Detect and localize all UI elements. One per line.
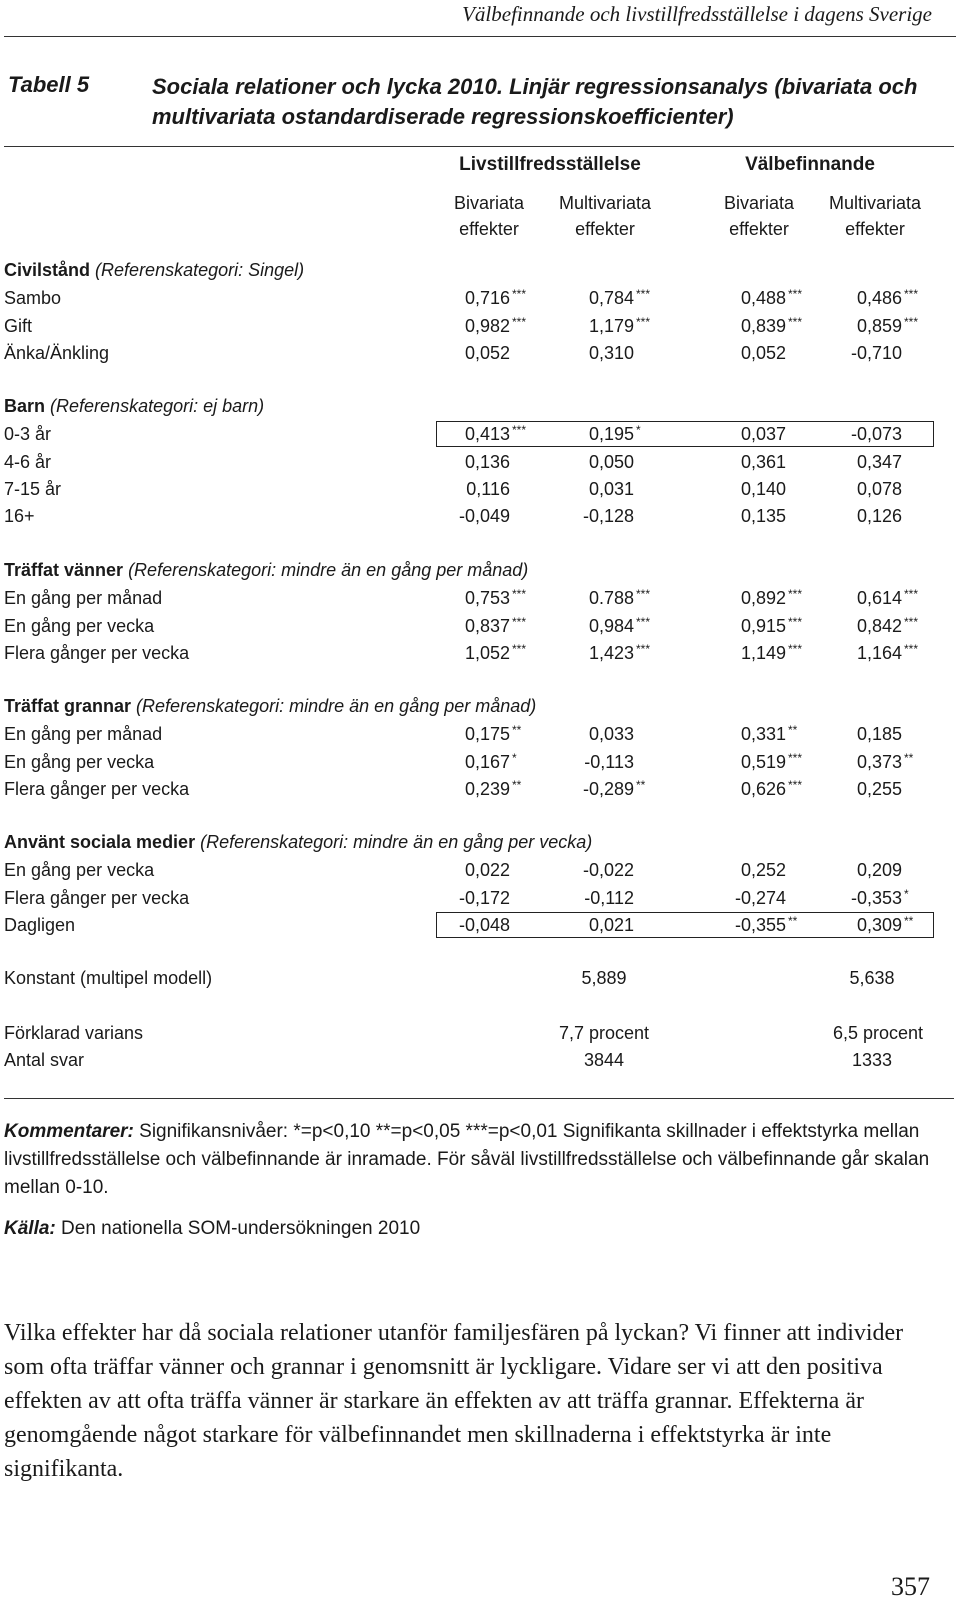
table-comment (4, 1118, 934, 1202)
cell-value: -0,353 (850, 887, 902, 908)
cell-value: 0,078 (856, 478, 902, 499)
significance-stars: *** (788, 614, 803, 629)
comment-label: Kommentarer: (4, 1121, 134, 1142)
significance-stars: ** (904, 750, 914, 765)
variance-value-wellbeing: 6,5 procent (832, 1023, 924, 1043)
table-row (0, 860, 960, 888)
row-label: En gång per vecka (4, 860, 155, 881)
cell-value: 0,195 (588, 424, 634, 445)
subheader-multivariate-wellbeing (800, 190, 950, 242)
section-reference: (Referenskategori: ej barn) (50, 396, 265, 416)
significance-stars: *** (788, 287, 803, 302)
cell-value: 0,116 (466, 478, 510, 499)
subheader-multivariate-life (530, 190, 680, 242)
row-label: Flera gånger per vecka (4, 642, 190, 663)
table-source (4, 1215, 934, 1243)
cell-value: 0,614 (856, 588, 902, 609)
significance-stars: * (636, 423, 641, 438)
significance-stars: *** (788, 750, 803, 765)
row-label: Flera gånger per vecka (4, 778, 190, 799)
source-label: Källa: (4, 1218, 56, 1239)
cell-value: 0,021 (588, 914, 634, 935)
significance-stars: *** (904, 641, 919, 656)
table-row (0, 452, 960, 480)
section-title: Träffat vänner (4, 560, 124, 580)
row-label: En gång per månad (4, 724, 163, 745)
cell-value: 0,984 (588, 615, 634, 636)
table-row (0, 479, 960, 507)
constant-value-life: 5,889 (581, 968, 627, 988)
cell-value: 0,185 (856, 724, 902, 745)
cell-value: 0,033 (588, 724, 634, 745)
responses-value-wellbeing: 1333 (851, 1050, 893, 1070)
cell-value: 0,373 (856, 751, 902, 772)
row-label: En gång per månad (4, 588, 163, 609)
comment-text: Signifikansnivåer: *=p<0,10 **=p<0,05 ***=p<0,01 Signifikanta skillnader i effektstyrka mellan livstillfredsställelse och välbefinnande är inramade. För såväl livstillfredsställelse och välbefinnande går skalan mellan 0-10. (4, 1121, 930, 1198)
subheader-line: Bivariata (723, 193, 795, 213)
subheader-line: Multivariata (828, 193, 922, 213)
cell-value: 0,982 (464, 315, 510, 336)
table-number: Tabell 5 (8, 72, 90, 97)
cell-value: -0,355 (734, 914, 786, 935)
cell-value: -0,172 (458, 887, 510, 908)
significance-stars: *** (636, 314, 651, 329)
variance-row (0, 1023, 960, 1051)
cell-value: 0,052 (740, 342, 786, 363)
significance-stars: *** (512, 314, 527, 329)
row-label: En gång per vecka (4, 751, 155, 772)
cell-value: 0,175 (464, 724, 510, 745)
significance-stars: *** (904, 614, 919, 629)
row-label: Sambo (4, 288, 62, 309)
significance-stars: *** (512, 614, 527, 629)
table-row (0, 343, 960, 371)
cell-value: -0,049 (458, 506, 510, 527)
cell-value: 0,140 (740, 478, 786, 499)
body-paragraph: Vilka effekter har då sociala relationer utanför familjesfären på lyckan? Vi finner att individer som ofta träffar vänner och grannar i genomsnitt är lyckligare. Vidare ser vi att den positiva effekten av att ofta träffa vänner är starkare än effekten av att träffa grannar. Effekterna är genomgående något starkare för välbefinnandet men skillnaderna i effektstyrka är inte signifikanta. (4, 1320, 904, 1482)
section-reference: (Referenskategori: Singel) (95, 260, 305, 280)
cell-value: -0,073 (850, 424, 902, 445)
cell-value: 0,519 (740, 751, 786, 772)
cell-value: 0,052 (464, 342, 510, 363)
table-row (0, 424, 960, 452)
section-header (4, 260, 304, 281)
cell-value: 0,167 (464, 751, 510, 772)
cell-value: -0,022 (582, 860, 634, 881)
header-rule (4, 36, 956, 37)
cell-value: -0,113 (584, 751, 634, 772)
cell-value: 0,626 (740, 778, 786, 799)
cell-value: 0,842 (856, 615, 902, 636)
significance-stars: *** (512, 287, 527, 302)
cell-value: 0,784 (588, 288, 634, 309)
cell-value: 0,892 (740, 588, 786, 609)
table-row (0, 616, 960, 644)
cell-value: 0,209 (856, 860, 902, 881)
section-title: Civilstånd (4, 260, 91, 280)
significance-stars: ** (512, 777, 522, 792)
cell-value: 0,347 (856, 451, 902, 472)
significance-stars: *** (788, 314, 803, 329)
cell-value: 0,331 (740, 724, 786, 745)
cell-value: 1,164 (856, 642, 902, 663)
cell-value: 0,859 (856, 315, 902, 336)
subheader-line: effekter (459, 219, 519, 239)
table-row (0, 288, 960, 316)
cell-value: 0,716 (464, 288, 510, 309)
significance-stars: ** (904, 913, 914, 928)
section-header (4, 560, 528, 581)
table-bottom-rule (4, 1098, 954, 1099)
cell-value: 0,126 (856, 506, 902, 527)
subheader-line: Bivariata (453, 193, 525, 213)
section-reference: (Referenskategori: mindre än en gång per månad) (136, 696, 537, 716)
cell-value: 0,135 (740, 506, 786, 527)
cell-value: 0,310 (588, 342, 634, 363)
cell-value: -0,274 (734, 887, 786, 908)
row-label: 0-3 år (4, 424, 52, 445)
significance-stars: ** (512, 723, 522, 738)
cell-value: 0,136 (464, 451, 510, 472)
significance-stars: *** (636, 614, 651, 629)
cell-value: 0,022 (464, 860, 510, 881)
cell-value: 0,031 (588, 478, 634, 499)
responses-value-life: 3844 (583, 1050, 625, 1070)
cell-value: 0,837 (464, 615, 510, 636)
cell-value: 1,179 (588, 315, 634, 336)
cell-value: 0,252 (740, 860, 786, 881)
cell-value: 1,149 (740, 642, 786, 663)
table-row (0, 316, 960, 344)
cell-value: -0,710 (850, 342, 902, 363)
group-header-life-satisfaction: Livstillfredsställelse (459, 154, 641, 175)
significance-stars: *** (636, 641, 651, 656)
table-row (0, 643, 960, 671)
significance-stars: *** (904, 587, 919, 602)
row-label: Flera gånger per vecka (4, 887, 190, 908)
table-row (0, 779, 960, 807)
row-label: Förklarad varians (4, 1023, 144, 1043)
cell-value: 0,037 (740, 424, 786, 445)
page-number: 357 (891, 1572, 930, 1601)
section-reference: (Referenskategori: mindre än en gång per vecka) (200, 832, 593, 852)
table-row (0, 915, 960, 943)
source-text: Den nationella SOM-undersökningen 2010 (55, 1218, 421, 1239)
significance-stars: *** (636, 587, 651, 602)
cell-value: 0,488 (740, 288, 786, 309)
constant-row (0, 968, 960, 996)
significance-stars: ** (788, 723, 798, 738)
row-label: Antal svar (4, 1050, 85, 1070)
cell-value: -0,128 (582, 506, 634, 527)
significance-stars: *** (904, 314, 919, 329)
significance-stars: ** (788, 913, 798, 928)
cell-value: 0,361 (740, 451, 786, 472)
section-title: Träffat grannar (4, 696, 132, 716)
cell-value: 0,839 (740, 315, 786, 336)
cell-value: 0,239 (464, 778, 510, 799)
significance-stars: ** (636, 777, 646, 792)
cell-value: 0,255 (856, 778, 902, 799)
cell-value: 0,413 (464, 424, 510, 445)
row-label: 4-6 år (4, 451, 52, 472)
row-label: 7-15 år (4, 478, 62, 499)
significance-stars: * (512, 750, 517, 765)
section-reference: (Referenskategori: mindre än en gång per månad) (128, 560, 529, 580)
significance-stars: * (904, 886, 909, 901)
row-label: 16+ (4, 506, 35, 527)
table-title: Sociala relationer och lycka 2010. Linjär regressionsanalys (bivariata och multivariata ostandardiserade regressionskoefficienter) (152, 74, 918, 129)
cell-value: 1,423 (588, 642, 634, 663)
row-label: Konstant (multipel modell) (4, 968, 213, 988)
cell-value: -0,289 (582, 778, 634, 799)
constant-value-wellbeing: 5,638 (849, 968, 895, 988)
cell-value: -0,048 (458, 914, 510, 935)
significance-stars: *** (788, 641, 803, 656)
table-row (0, 724, 960, 752)
cell-value: 1,052 (464, 642, 510, 663)
cell-value: -0,112 (584, 887, 634, 908)
subheader-line: Multivariata (558, 193, 652, 213)
variance-value-life: 7,7 procent (558, 1023, 650, 1043)
section-header (4, 696, 536, 717)
section-title: Barn (4, 396, 46, 416)
significance-stars: *** (788, 777, 803, 792)
cell-value: 0,050 (588, 451, 634, 472)
row-label: Änka/Änkling (4, 342, 110, 363)
section-header (4, 396, 264, 417)
table-row (0, 752, 960, 780)
subheader-line: effekter (729, 219, 789, 239)
table-top-rule (4, 146, 954, 147)
row-label: Dagligen (4, 914, 76, 935)
significance-stars: *** (512, 423, 527, 438)
significance-stars: *** (636, 287, 651, 302)
subheader-line: effekter (575, 219, 635, 239)
group-header-wellbeing: Välbefinnande (745, 154, 875, 175)
cell-value: 0,753 (464, 588, 510, 609)
row-label: Gift (4, 315, 33, 336)
running-head: Välbefinnande och livstillfredsställelse i dagens Sverige (462, 2, 932, 26)
cell-value: 0,309 (856, 914, 902, 935)
responses-row (0, 1050, 960, 1078)
table-row (0, 506, 960, 534)
table-row (0, 588, 960, 616)
significance-stars: *** (512, 587, 527, 602)
significance-stars: *** (788, 587, 803, 602)
cell-value: 0,486 (856, 288, 902, 309)
significance-stars: *** (512, 641, 527, 656)
cell-value: 0,915 (740, 615, 786, 636)
row-label: En gång per vecka (4, 615, 155, 636)
section-title: Använt sociala medier (4, 832, 196, 852)
section-header (4, 832, 592, 853)
significance-stars: *** (904, 287, 919, 302)
subheader-line: effekter (845, 219, 905, 239)
cell-value: 0.788 (588, 588, 634, 609)
